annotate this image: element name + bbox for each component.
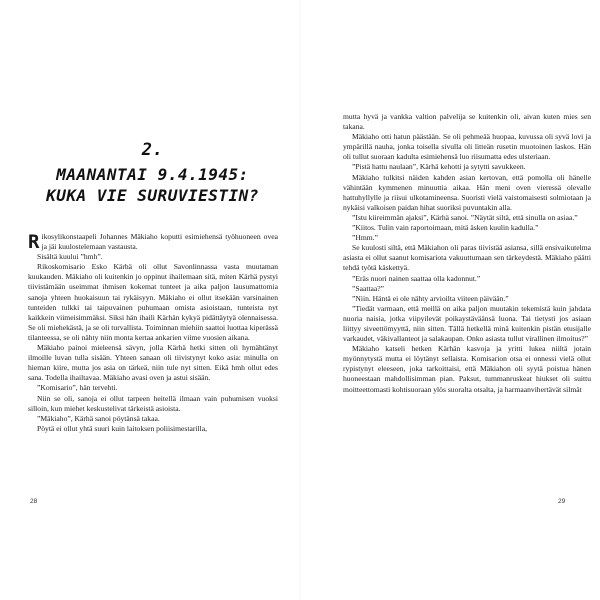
paragraph: ”Saattaa?” bbox=[352, 283, 385, 293]
drop-cap: R bbox=[28, 231, 40, 253]
paragraph: Pöytä ei ollut yhtä suuri kuin laitoksen poliisimestarilla, bbox=[37, 423, 207, 433]
paragraph: ”Istu kiireimmän ajaksi”, Kärhä sanoi. ”Näytät siltä, että sinulla on asiaa.” bbox=[352, 212, 578, 222]
page-number-right: 29 bbox=[558, 498, 566, 505]
right-page bbox=[300, 0, 600, 600]
paragraph: Rikoskomisario Esko Kärhä oli ollut Savonlinnassa vasta muutaman kuukauden. Mäkiaho oli kuitenkin jo oppinut ihailemaan sitä, miten Kärhä pystyi tiivistämään useimmat ihmisen kokemat tunteet ja aika paljon lausumattomia sanoja yhteen huokaisuun tai rykäisyyn. Mäkiaho ei ollut itsekään varsinainen tunteiden tulkki tai taipuvainen puhumaan omista asioistaan, tunteista nyt kaikkein viimeisimmäksi. Siksi hän ihaili Kärhän kykyä pidättäytyä olennaisessa. Se oli miehekästä, ja se oli turvallista. Toiminnan miehiin saattoi luottaa kiperässä tilanteessa, se oli nähty niin monta kertaa ankarien viime vuosien aikana. bbox=[28, 262, 278, 342]
right-page-body bbox=[343, 112, 591, 395]
paragraph: Mäkiaho painoi mieleensä sävyn, jolla Kärhä hetki sitten oli hymähtänyt ilmoille luvan tulla sisään. Yhteen sanaan oli tiivistynyt koko asia: minulla on hieman kiire, mutta jos asia on tärkeä, niin tule nyt sitten. Eikä hmh ollut edes sana. Todella ihailtavaa. Mäkiaho avasi oven ja astui sisään. bbox=[28, 343, 278, 383]
paragraph: ”Mäkiaho”, Kärhä sanoi pöytänsä takaa. bbox=[37, 413, 160, 423]
paragraph: Mäkiaho otti hatun päästään. Se oli pehmeää huopaa, kuvussa oli syvä lovi ja ympärillä nauha, jonka toisella sivulla oli litteän rusetin muotoinen laskos. Hän oli tullut suoraan kadulta esimiehensä luo riisumatta edes ulsteriaan. bbox=[343, 132, 591, 162]
chapter-title-line-1: MAANANTAI 9.4.1945: bbox=[56, 165, 249, 184]
paragraph: ”Eräs nuori nainen saattaa olla kadonnut.” bbox=[352, 273, 481, 283]
paragraph: Mäkiaho katseli hetken Kärhän kasvoja ja yritti lukea niiltä jotain myönnytystä mutta ei löytänyt sellaista. Komisarion otsa ei onnessi vielä ollut rypistynyt eleeseen, joka tarkoittaisi, että Mäkiahon oli syytä poistua hänen huoneestaan mahdollisimman pian. Paksut, tummanruskeat hiukset oli suittu moitteettomasti kohtisuoraan ylös suoralta otsalta, ja harmaanvihertävät silmät bbox=[343, 344, 591, 394]
paragraph: ”Pistä hattu naulaan”, Kärhä kehotti ja sytytti savukkeen. bbox=[352, 162, 526, 172]
paragraph: ”Kiitos. Tulin vain raportoimaan, mitä äsken kuulin kadulla.” bbox=[352, 223, 539, 233]
paragraph bbox=[28, 232, 278, 252]
paragraph: Niin se oli, sanoja ei ollut tarpeen heitellä ilmaan vain puhumisen vuoksi silloin, kun miehet keskustelivat tärkeistä asioista. bbox=[28, 393, 278, 413]
paragraph: ”Komisario”, hän tervehti. bbox=[37, 383, 118, 393]
paragraph-text: ikosylikonstaapeli Johannes Mäkiaho koputti esimiehensä työhuoneen ovea ja jäi kuulostelemaan vastausta. bbox=[41, 232, 278, 252]
chapter-title bbox=[40, 164, 265, 206]
paragraph: ”Hmm.” bbox=[352, 233, 378, 243]
chapter-number: 2. bbox=[141, 140, 164, 160]
paragraph: mutta hyvä ja vankka valtion palvelija se kuitenkin oli, aivan kuten mies sen takana. bbox=[343, 112, 591, 132]
paragraph: ”Niin. Häntä ei ole nähty arvioilta viiteen päivään.” bbox=[352, 293, 509, 303]
chapter-title-line-2: KUKA VIE SURUVIESTIN? bbox=[46, 186, 259, 205]
paragraph: Mäkiaho tulkitsi näiden kahden asian kertovan, että pomolla oli hänelle vähintään kymmenen minuuttia aikaa. Hän meni oven vieressä olevalle hattuhyllylle ja riisui ulkotamineensa. Suoristi vielä vaistomaisesti solmiotaan ja nykäisi valkoisen paidan hihat suoriksi puvuntakin alla. bbox=[343, 172, 591, 212]
page-number-left: 28 bbox=[30, 498, 38, 505]
left-page-body bbox=[28, 232, 278, 434]
paragraph: ”Tiedät varmaan, että meillä on aika paljon muutakin tekemistä kuin jahdata nuoria naisia, jotka viipyilevät poikaystäväänsä luona. Tai tietysti jos asiaan liittyy siveettömyyttä, niin sitten. Tällä hetkellä minä kuitenkin pistän etusijalle varkaudet, väkivallanteot ja salakaupan. Onko asiasta tullut virallinen ilmoitus?” bbox=[343, 303, 591, 344]
paragraph: Se kuulosti siltä, että Mäkiahon oli paras tiivistää asiansa, sillä ensivaikutelma asiasta ei ollut saanut komisariota vakuuttumaan sen tärkeydestä. Mäkiaho päätti tehdä työtä käskettyä. bbox=[343, 243, 591, 273]
paragraph: Sisältä kuului ”hmh”. bbox=[37, 252, 103, 262]
